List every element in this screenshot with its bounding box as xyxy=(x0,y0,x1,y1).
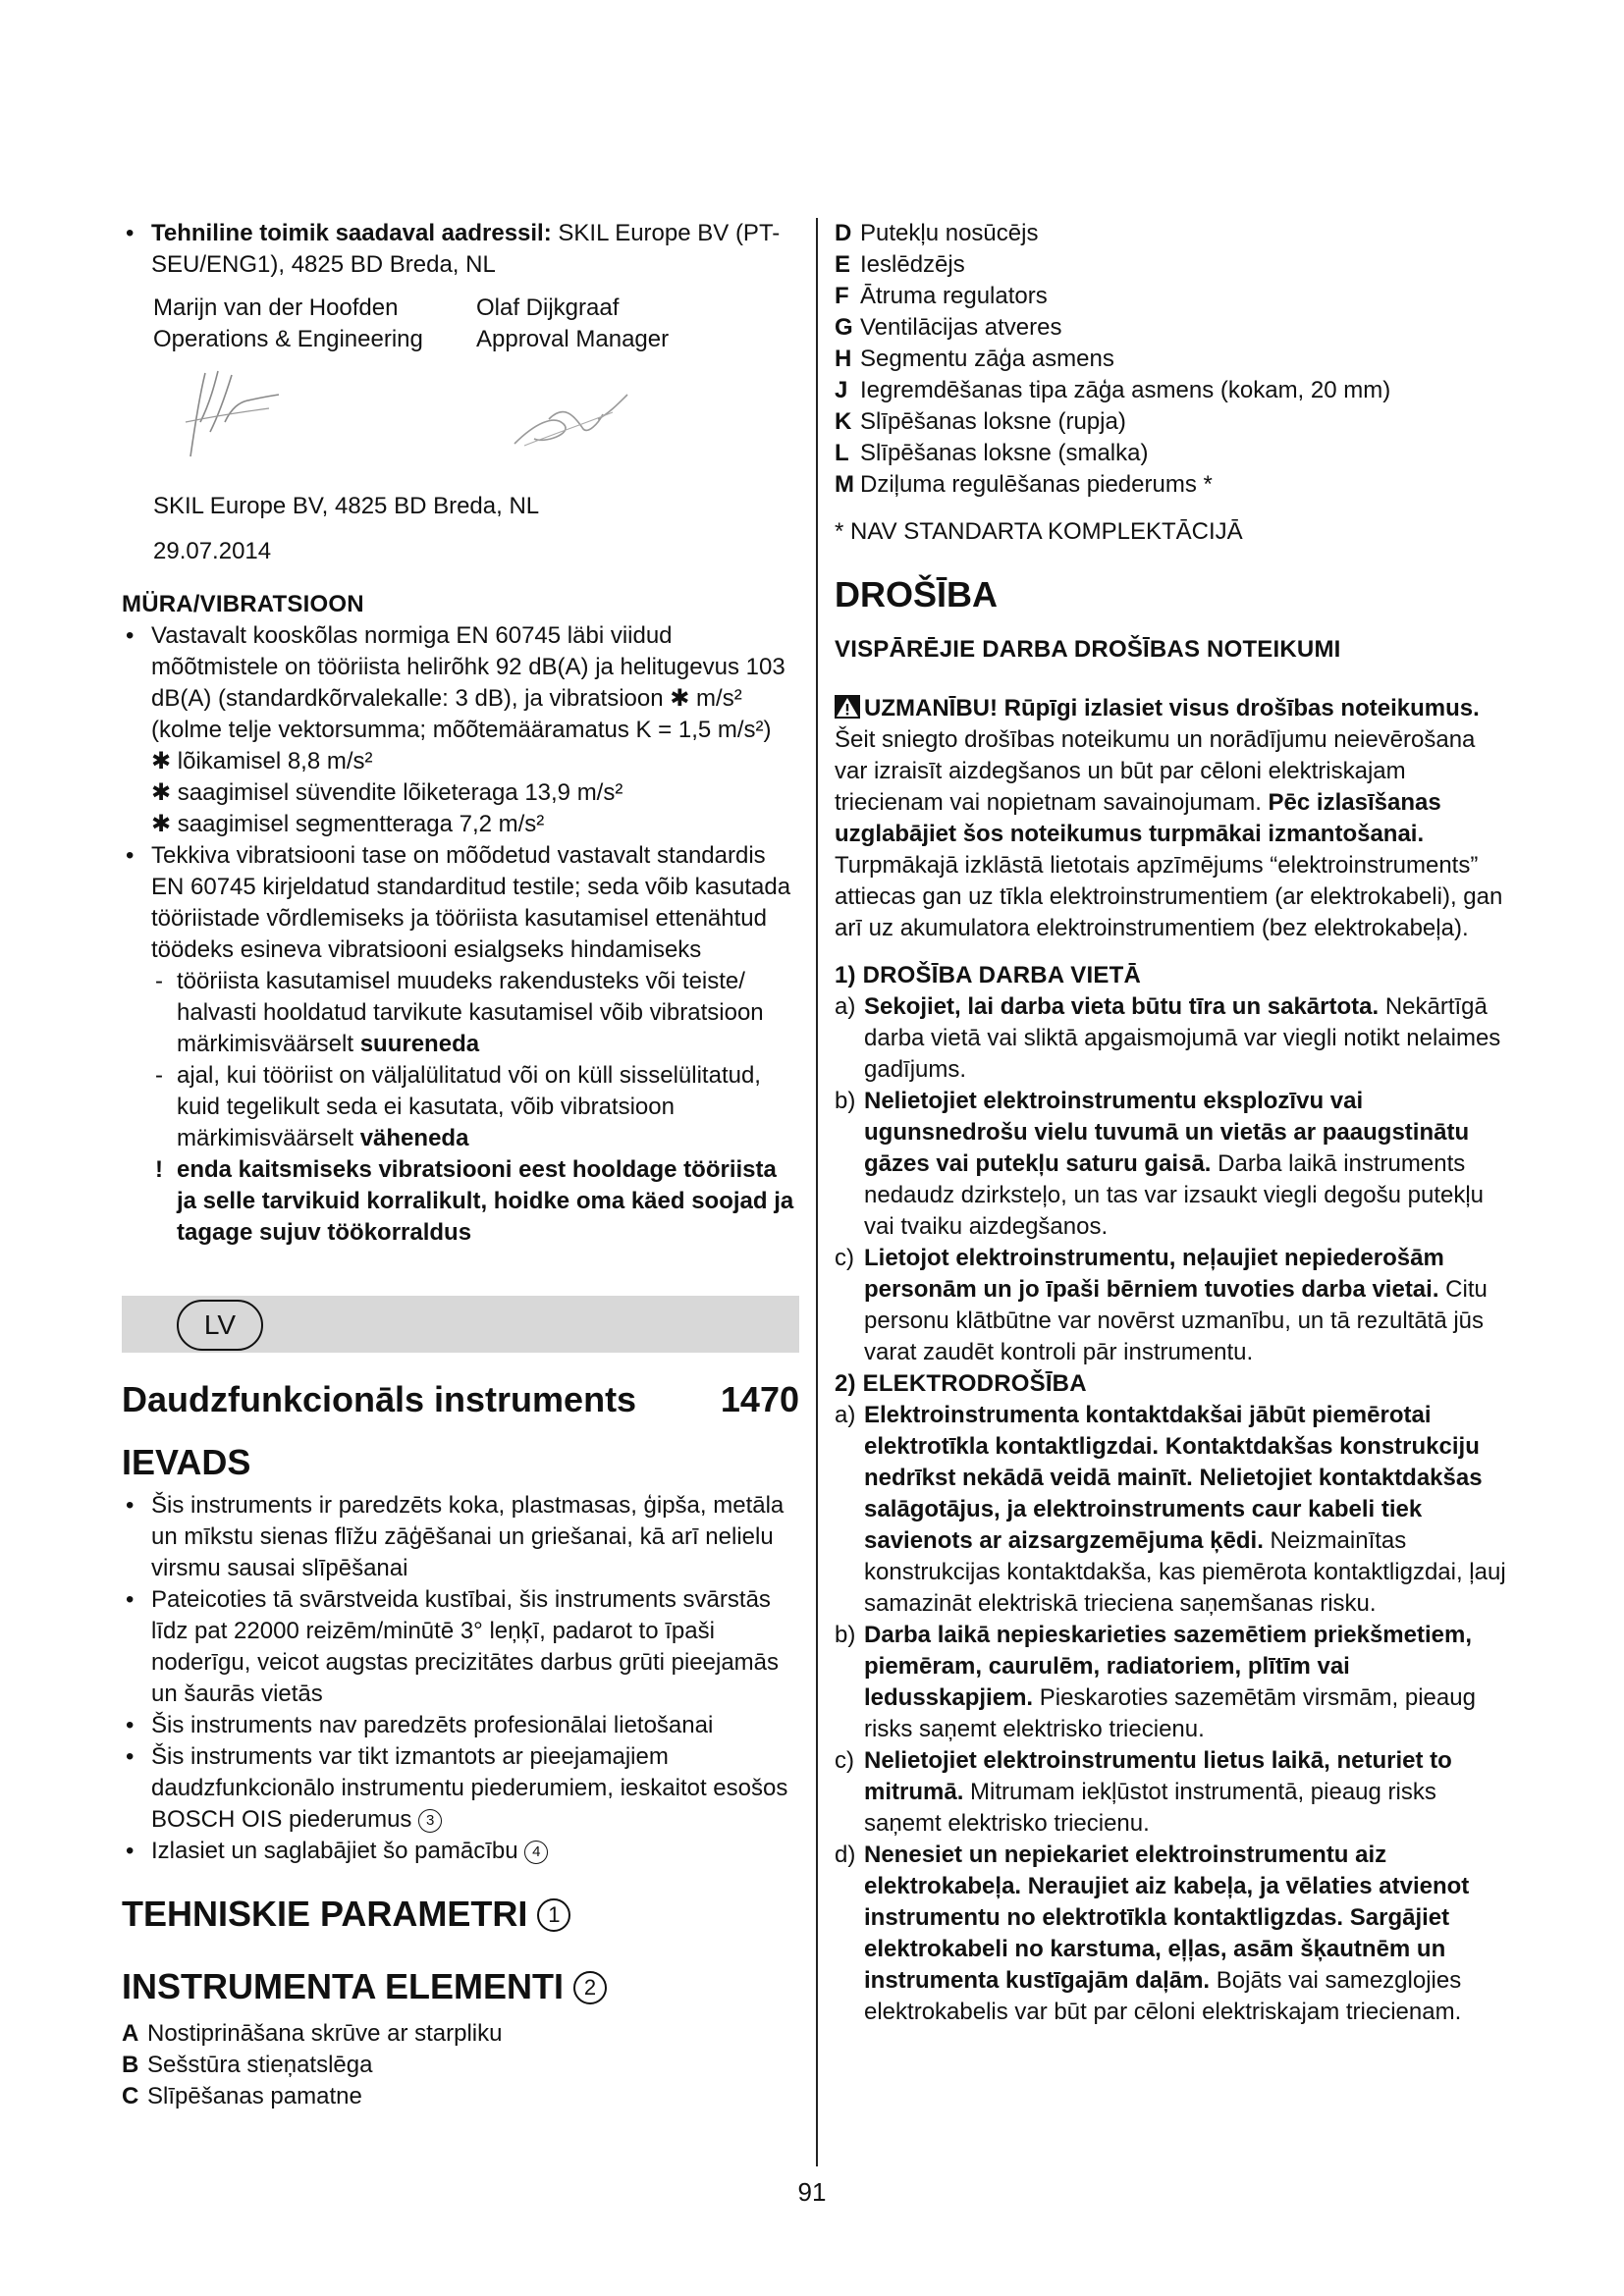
noise-bullet-2 xyxy=(122,840,799,966)
warning-paragraph xyxy=(835,693,1512,944)
general-rules-heading: VISPĀRĒJIE DARBA DROŠĪBAS NOTEIKUMI xyxy=(835,636,1341,663)
warning-text: Šeit sniegto drošības noteikumu un norādījumu neievērošana var izraisīt aizdegšanos un būt par cēloni elektriskajam triecienam vai nopietnam savainojumam. xyxy=(835,726,1476,816)
dash-marker: - xyxy=(155,968,163,994)
exclamation-item xyxy=(122,1154,799,1249)
item-marker: b) xyxy=(835,1622,856,1648)
element-item xyxy=(835,344,1512,375)
item-marker: a) xyxy=(835,993,856,1020)
item-text: Bojāts vai samezglojies elektrokabelis var būt par cēloni elektriskajam triecienam. xyxy=(864,1967,1462,2025)
signatory-role: Approval Manager xyxy=(476,326,670,352)
item-bold: Nenesiet un nepiekariet elektroinstrumentu aiz elektrokabeļa. Neraujiet aiz kabeļa, ja vēlaties atvienot instrumentu no elektrotīkla kontaktligzdas. Sargājiet elektrokabeli no karstuma, eļļas, asām šķautnēm un instrumenta kustīgajām daļām. xyxy=(864,1842,1470,1994)
electric-heading: 2) ELEKTRODROŠĪBA xyxy=(835,1370,1087,1397)
electric-item-b xyxy=(835,1620,1512,1745)
element-key: J xyxy=(835,377,848,403)
element-key: L xyxy=(835,440,849,466)
tech-file-address: SKIL Europe BV (PT-SEU/ENG1), 4825 BD Breda, NL xyxy=(151,220,781,278)
figure-ref-2: 2 xyxy=(573,1971,607,2004)
intro-bullet xyxy=(122,1836,799,1867)
signatory-1 xyxy=(153,293,476,355)
intro-bullet xyxy=(122,1741,799,1836)
element-label: Slīpēšanas pamatne xyxy=(147,2083,362,2109)
not-standard-note: * NAV STANDARTA KOMPLEKTĀCIJĀ xyxy=(835,518,1243,545)
noise-heading: MÜRA/VIBRATSIOON xyxy=(122,591,364,617)
element-label: Iegremdēšanas tipa zāģa asmens (kokam, 20 mm) xyxy=(860,377,1391,403)
vibration-value: ✱ lõikamisel 8,8 m/s² xyxy=(151,748,373,774)
item-bold: Nelietojiet elektroinstrumentu eksplozīvu vai ugunsnedrošu vielu tuvumā un vietās ar paaugstinātu gāzes vai putekļu saturu gaisā. xyxy=(864,1088,1470,1177)
element-label: Segmentu zāģa asmens xyxy=(860,346,1114,372)
safety-heading: DROŠĪBA xyxy=(835,574,999,614)
dash-emphasis: väheneda xyxy=(359,1125,469,1151)
signatures xyxy=(122,355,799,491)
intro-heading: IEVADS xyxy=(122,1442,251,1482)
element-item xyxy=(835,406,1512,438)
company-address: SKIL Europe BV, 4825 BD Breda, NL xyxy=(153,493,540,519)
elements-heading xyxy=(122,1965,799,2008)
element-key: G xyxy=(835,314,853,341)
column-divider xyxy=(816,218,818,2166)
element-label: Nostiprināšana skrūve ar starpliku xyxy=(147,2020,503,2047)
noise-text: Vastavalt kooskõlas normiga EN 60745 läbi viidud mõõtmistele on tööriista helirõhk 92 dB(A) ja helitugevus 103 dB(A) (standardkõrvalekalle: 3 dB), ja vibratsioon xyxy=(151,622,785,712)
dash-marker: - xyxy=(155,1062,163,1089)
signatory-role: Operations & Engineering xyxy=(153,326,423,352)
left-column xyxy=(122,218,799,2112)
element-label: Putekļu nosūcējs xyxy=(860,220,1039,246)
figure-ref-1: 1 xyxy=(537,1898,570,1932)
item-bold: Sekojiet, lai darba vieta būtu tīra un sakārtota. xyxy=(864,993,1380,1020)
elements-title: INSTRUMENTA ELEMENTI xyxy=(122,1966,564,2006)
element-label: Slīpēšanas loksne (rupja) xyxy=(860,408,1126,435)
signature-1 xyxy=(171,363,308,471)
element-key: F xyxy=(835,283,849,309)
element-key: C xyxy=(122,2083,139,2109)
product-title-row xyxy=(122,1378,799,1421)
signatory-name: Olaf Dijkgraaf xyxy=(476,294,620,321)
tech-file-label: Tehniline toimik saadaval aadressil: xyxy=(151,220,552,246)
element-key: A xyxy=(122,2020,139,2047)
item-marker: a) xyxy=(835,1402,856,1428)
exclamation-text: enda kaitsmiseks vibratsiooni eest hooldage tööriista ja selle tarvikuid korralikult, hoidke oma käed soojad ja tagage sujuv töökorraldus xyxy=(177,1156,794,1246)
element-label: Ātruma regulators xyxy=(860,283,1048,309)
element-item xyxy=(835,249,1512,281)
figure-ref-3: 3 xyxy=(418,1809,442,1833)
product-title: Daudzfunkcionāls instruments xyxy=(122,1379,637,1419)
element-key: E xyxy=(835,251,851,278)
element-label: Ieslēdzējs xyxy=(860,251,965,278)
vibration-values xyxy=(122,746,799,840)
dash-emphasis: suureneda xyxy=(359,1031,480,1057)
item-bold: Elektroinstrumenta kontaktdakšai jābūt piemērotai elektrotīkla kontaktligzdai. Kontaktdakšas konstrukciju nedrīkst nekādā veidā mainīt. Nelietojiet kontaktdakšas salāgotājus, ja elektroinstruments caur kabeli tiek savienots ar aizsargzemējuma ķēdi. xyxy=(864,1402,1483,1554)
exclamation-icon: ! xyxy=(155,1156,163,1183)
star-icon: ✱ xyxy=(670,685,690,712)
element-item xyxy=(122,2081,799,2112)
work-area-item-a xyxy=(835,991,1512,1086)
element-item xyxy=(835,469,1512,501)
figure-ref-4: 4 xyxy=(524,1841,548,1864)
tech-params-heading xyxy=(122,1893,799,1936)
electric-item-c xyxy=(835,1745,1512,1840)
item-marker: c) xyxy=(835,1747,854,1774)
intro-bullet: • Šis instruments nav paredzēts profesionālai lietošanai xyxy=(122,1710,799,1741)
vibration-value: ✱ saagimisel segmentteraga 7,2 m/s² xyxy=(151,811,545,837)
intro-bullet-text: Izlasiet un saglabājiet šo pamācību xyxy=(151,1838,518,1864)
electric-item-a xyxy=(835,1400,1512,1620)
star-icon: ✱ xyxy=(151,748,172,774)
electric-item-d xyxy=(835,1840,1512,2028)
element-label: Slīpēšanas loksne (smalka) xyxy=(860,440,1149,466)
noise-paragraph: Tekkiva vibratsiooni tase on mõõdetud vastavalt standardis EN 60745 kirjeldatud standarditud testile; seda võib kasutada tööriistade võrdlemiseks ja tööriista kasutamisel ettenähtud töödeks esineva vibratsiooni esialgseks hindamiseks xyxy=(151,842,791,963)
intro-bullet: • Šis instruments ir paredzēts koka, plastmasas, ģipša, metāla un mīkstu sienas flīžu zāģēšanai un griešanai, kā arī nelielu virsmu sausai slīpēšanai xyxy=(122,1490,799,1584)
right-column xyxy=(835,218,1512,2028)
language-badge: LV xyxy=(177,1300,263,1351)
element-label: Ventilācijas atveres xyxy=(860,314,1062,341)
element-item xyxy=(122,2050,799,2081)
noise-text-units: m/s² (kolme telje vektorsumma; mõõtemääramatus K = 1,5 m/s²) xyxy=(151,685,772,743)
item-bold: Darba laikā nepieskarieties sazemētiem priekšmetiem, piemēram, caurulēm, radiatoriem, plītīm vai ledusskapjiem. xyxy=(864,1622,1473,1711)
dash-item-2 xyxy=(122,1060,799,1154)
signatory-name: Marijn van der Hoofden xyxy=(153,294,399,321)
element-key: K xyxy=(835,408,852,435)
signatory-2 xyxy=(476,293,799,355)
element-item xyxy=(122,2018,799,2050)
work-area-heading: 1) DROŠĪBA DARBA VIETĀ xyxy=(835,962,1141,988)
element-key: H xyxy=(835,346,852,372)
dash-text: tööriista kasutamisel muudeks rakendusteks või teiste/ halvasti hooldatud tarvikute kasutamisel võib vibratsioon märkimisväärselt xyxy=(177,968,764,1057)
work-area-item-c xyxy=(835,1243,1512,1368)
product-number: 1470 xyxy=(720,1379,799,1419)
work-area-item-b xyxy=(835,1086,1512,1243)
item-text: Pieskaroties sazemētām virsmām, pieaug risks saņemt elektrisko triecienu. xyxy=(864,1684,1476,1742)
tech-params-title: TEHNISKIE PARAMETRI xyxy=(122,1894,528,1934)
item-text: Mitrumam iekļūstot instrumentā, pieaug risks saņemt elektrisko triecienu. xyxy=(864,1779,1436,1837)
item-bold: Lietojot elektroinstrumentu, neļaujiet nepiederošām personām un jo īpaši bērniem tuvoties darba vietai. xyxy=(864,1245,1444,1303)
star-icon: ✱ xyxy=(151,811,172,837)
signatories xyxy=(153,293,799,355)
element-key: M xyxy=(835,471,854,498)
item-marker: c) xyxy=(835,1245,854,1271)
item-text: Neizmainītas konstrukcijas kontaktdakša, kas piemērota kontaktligzdai, ļauj samazināt elektriskā trieciena saņemšanas risku. xyxy=(864,1527,1506,1617)
element-key: B xyxy=(122,2052,139,2078)
tech-file-bullet xyxy=(122,218,799,281)
item-text: Nekārtīgā darba vietā vai sliktā apgaismojumā var viegli notikt nelaimes gadījums. xyxy=(864,993,1501,1083)
element-item xyxy=(835,438,1512,469)
element-key: D xyxy=(835,220,852,246)
vibration-value: ✱ saagimisel süvendite lõiketeraga 13,9 m/s² xyxy=(151,779,623,806)
element-item xyxy=(835,312,1512,344)
element-item xyxy=(835,375,1512,406)
element-item xyxy=(835,218,1512,249)
noise-bullet-1 xyxy=(122,620,799,746)
elements-list-right xyxy=(835,218,1512,501)
element-label: Dziļuma regulēšanas piederums * xyxy=(860,471,1213,498)
item-marker: b) xyxy=(835,1088,856,1114)
intro-list xyxy=(122,1490,799,1867)
page-number: 91 xyxy=(797,2177,827,2207)
elements-list-left xyxy=(122,2018,799,2112)
declaration-date: 29.07.2014 xyxy=(153,538,272,564)
item-text: Darba laikā instruments nedaudz dzirksteļo, un tas var izsaukt viegli degošu putekļu vai tvaiku aizdegšanos. xyxy=(864,1150,1485,1240)
language-band xyxy=(122,1296,799,1353)
dash-item-1 xyxy=(122,966,799,1060)
intro-bullet-text: Šis instruments var tikt izmantots ar pieejamajiem daudzfunkcionālo instrumentu piederumiem, ieskaitot esošos BOSCH OIS piederumus xyxy=(151,1743,788,1833)
warning-bold: UZMANĪBU! Rūpīgi izlasiet visus drošības noteikumus. xyxy=(864,695,1480,721)
warning-icon xyxy=(835,695,860,719)
item-bold: Nelietojiet elektroinstrumentu lietus laikā, neturiet to mitrumā. xyxy=(864,1747,1452,1805)
element-item xyxy=(835,281,1512,312)
item-text: Citu personu klātbūtne var novērst uzmanību, un tā rezultātā jūs varat zaudēt kontroli pār instrumentu. xyxy=(864,1276,1488,1365)
dash-text: ajal, kui tööriist on väljalülitatud või on küll sisselülitatud, kuid tegelikult seda ei kasutata, võib vibratsioon märkimisväärselt xyxy=(177,1062,761,1151)
element-label: Sešstūra stieņatslēga xyxy=(147,2052,373,2078)
warning-bold-2: Pēc izlasīšanas uzglabājiet šos noteikumus turpmākai izmantošanai. xyxy=(835,789,1441,847)
item-marker: d) xyxy=(835,1842,856,1868)
warning-text-2: Turpmākajā izklāstā lietotais apzīmējums “elektroinstruments” attiecas gan uz tīkla elektroinstrumentiem (ar elektrokabeli), gan arī uz akumulatora elektroinstrumentiem (bez elektrokabeļa). xyxy=(835,852,1503,941)
star-icon: ✱ xyxy=(151,779,172,806)
intro-bullet: • Pateicoties tā svārstveida kustībai, šis instruments svārstās līdz pat 22000 reizēm/minūtē 3° leņķī, padarot to īpaši noderīgu, veicot augstas precizitātes darbus grūti pieejamās un šaurās vietās xyxy=(122,1584,799,1710)
signature-2 xyxy=(505,385,642,463)
